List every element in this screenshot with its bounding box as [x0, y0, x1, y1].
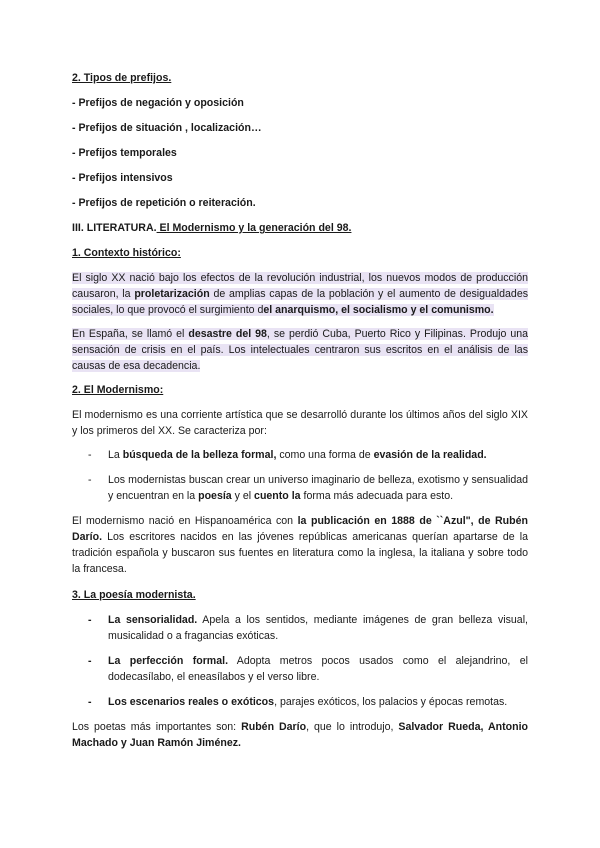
- modernismo-list: [72, 447, 528, 504]
- prefix-item: - Prefijos de situación , localización…: [72, 122, 262, 134]
- document-content: [72, 70, 528, 759]
- list-item: - Los escenarios reales o exóticos, parajes exóticos, los palacios y épocas remotas.: [88, 696, 508, 708]
- section-title: El Modernismo y la generación del 98.: [156, 222, 352, 234]
- prefix-item: - Prefijos de negación y oposición: [72, 97, 244, 109]
- modernismo-heading: 2. El Modernismo:: [72, 384, 164, 396]
- list-item: - Los modernistas buscan crear un universo imaginario de belleza, exotismo y sensualidad y encuentran en la poesía y el cuento la forma más adecuada para esto.: [88, 474, 528, 502]
- modernismo-intro: El modernismo es una corriente artística que se desarrolló durante los últimos años del siglo XIX y los primeros del XX. Se caracteriza por:: [72, 409, 528, 437]
- list-item: - La búsqueda de la belleza formal, como una forma de evasión de la realidad.: [88, 449, 487, 461]
- prefix-item: - Prefijos temporales: [72, 147, 177, 159]
- context-paragraph-1: El siglo XX nació bajo los efectos de la revolución industrial, los nuevos modos de producción causaron, la proletarización de amplias capas de la población y el aumento de desigualdades sociales, lo que provocó el surgimiento del anarquismo, el socialismo y el comunismo.: [72, 272, 529, 316]
- poets-paragraph: Los poetas más importantes son: Rubén Darío, que lo introdujo, Salvador Rueda, Antonio Machado y Juan Ramón Jiménez.: [72, 721, 528, 749]
- prefix-item: - Prefijos de repetición o reiteración.: [72, 197, 256, 209]
- modernismo-origin-paragraph: El modernismo nació en Hispanoamérica con la publicación en 1888 de ``Azul", de Rubén Darío. Los escritores nacidos en las jóvenes repúblicas americanas querían apartarse de la tradición española y buscaron sus fuentes en literatura como la inglesa, la italiana y sobre todo la francesa.: [72, 515, 528, 575]
- poesia-list: [72, 612, 528, 710]
- list-item: - La sensorialidad. Apela a los sentidos, mediante imágenes de gran belleza visual, musicalidad o a fragancias exóticas.: [88, 614, 528, 642]
- section-number: III. LITERATURA.: [72, 222, 157, 234]
- prefix-item: - Prefijos intensivos: [72, 172, 173, 184]
- literature-heading: [72, 220, 528, 236]
- context-heading: 1. Contexto histórico:: [72, 247, 181, 259]
- poesia-heading: 3. La poesía modernista.: [72, 589, 196, 601]
- prefixes-heading: 2. Tipos de prefijos.: [72, 72, 172, 84]
- context-paragraph-2: En España, se llamó el desastre del 98, se perdió Cuba, Puerto Rico y Filipinas. Produjo una sensación de crisis en el país. Los intelectuales centraron sus escritos en el análisis de las causas de esa decadencia.: [72, 328, 529, 372]
- list-item: - La perfección formal. Adopta metros pocos usados como el alejandrino, el dodecasílabo, el eneasílabos y el verso libre.: [88, 655, 528, 683]
